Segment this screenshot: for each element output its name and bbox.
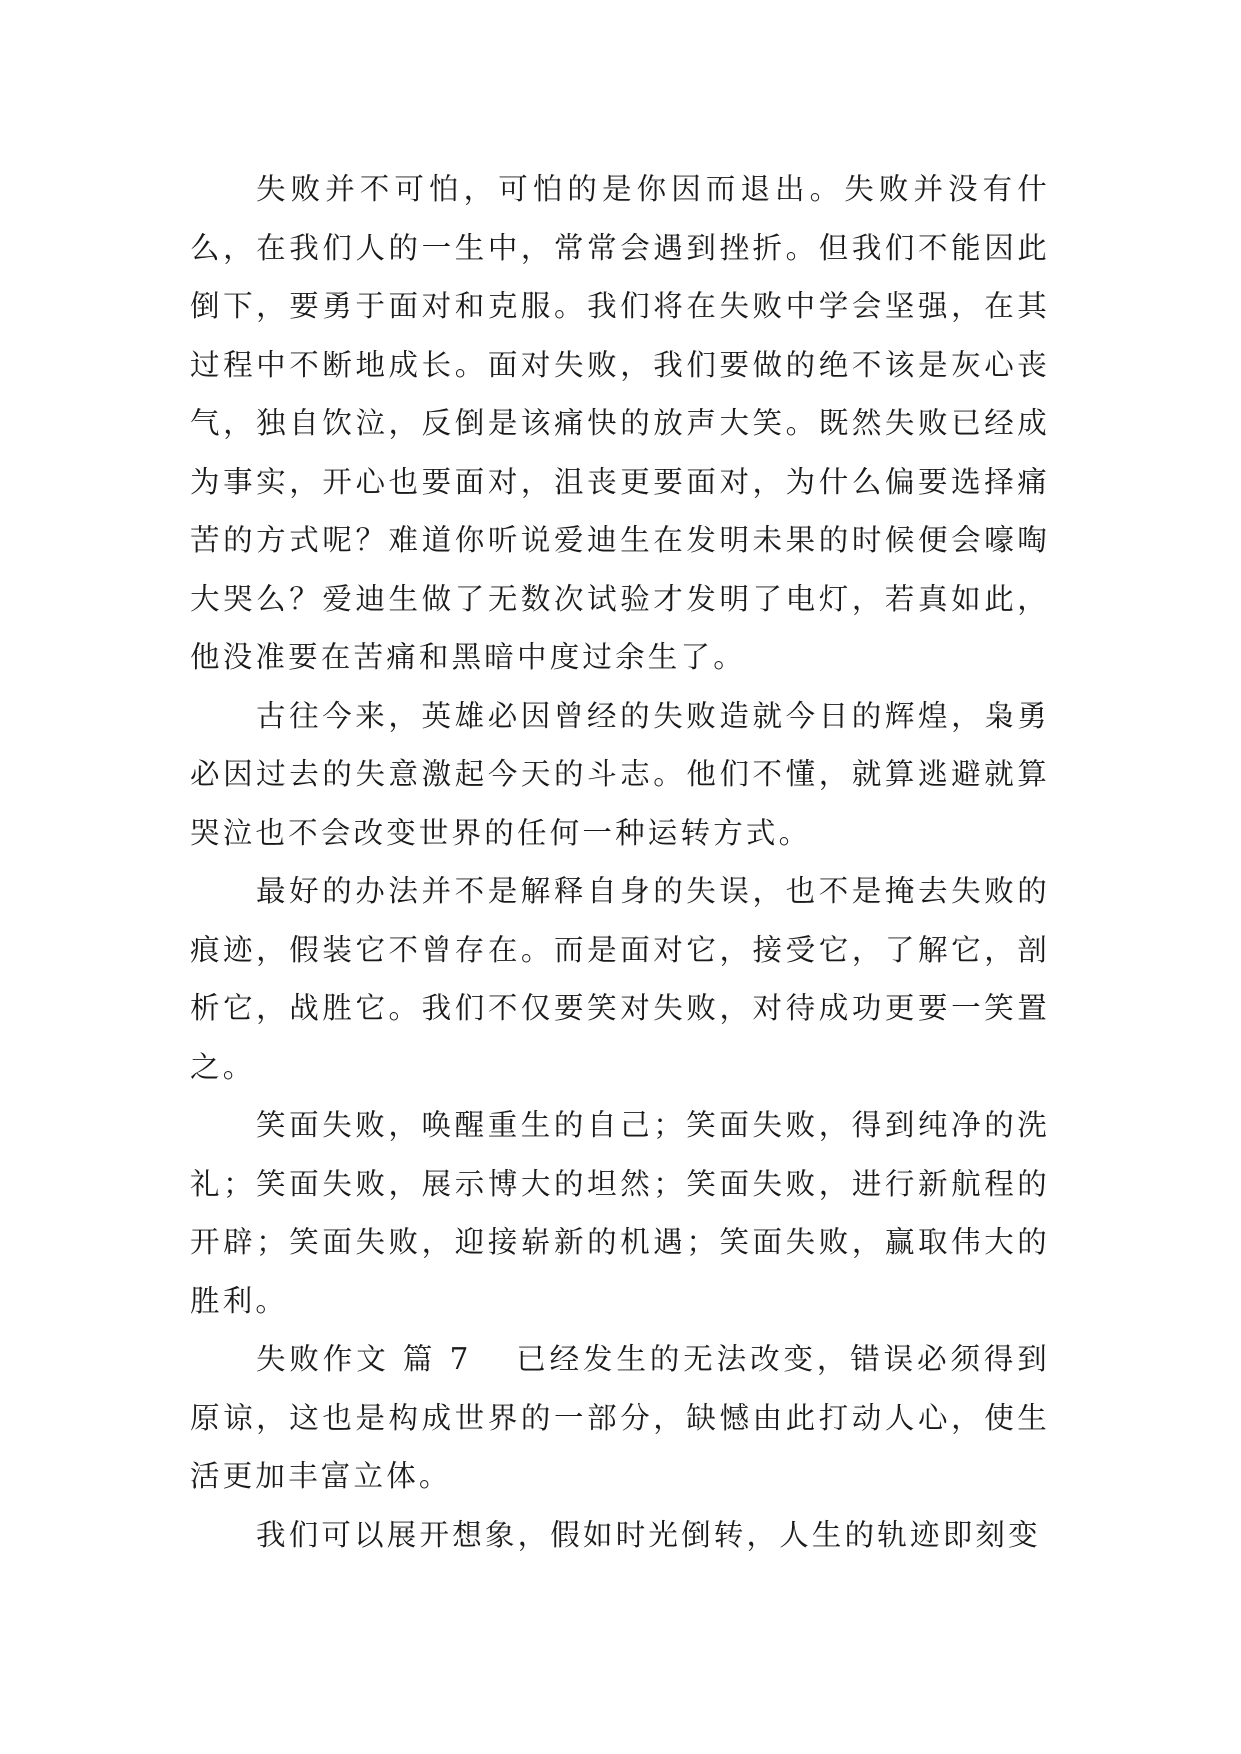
paragraph-smile-at-failure: 笑面失败，唤醒重生的自己；笑面失败，得到纯净的洗礼；笑面失败，展示博大的坦然；笑面失败，进行新航程的开辟；笑面失败，迎接崭新的机遇；笑面失败，赢取伟大的胜利。	[190, 1108, 1050, 1318]
section-heading: 失败作文 篇 7	[256, 1342, 472, 1376]
paragraph-best-method: 最好的办法并不是解释自身的失误，也不是掩去失败的痕迹，假装它不曾存在。而是面对它，接受它，了解它，剖析它，战胜它。我们不仅要笑对失败，对待成功更要一笑置之。	[190, 874, 1050, 1084]
section-paragraph	[190, 1330, 1050, 1506]
paragraph-heroes: 古往今来，英雄必因曾经的失败造就今日的辉煌，枭勇必因过去的失意激起今天的斗志。他们不懂，就算逃避就算哭泣也不会改变世界的任何一种运转方式。	[190, 698, 1050, 850]
paragraph-imagine: 我们可以展开想象，假如时光倒转，人生的轨迹即刻变	[256, 1517, 1041, 1552]
document-body	[190, 160, 1050, 1564]
section-text: 已经发生的无法改变，错误必须得到原谅，这也是构成世界的一部分，缺憾由此打动人心，使生活更加丰富立体。	[190, 1342, 1050, 1493]
paragraph-failure-not-scary: 失败并不可怕，可怕的是你因而退出。失败并没有什么，在我们人的一生中，常常会遇到挫折。但我们不能因此倒下，要勇于面对和克服。我们将在失败中学会坚强，在其过程中不断地成长。面对失败，我们要做的绝不该是灰心丧气，独自饮泣，反倒是该痛快的放声大笑。既然失败已经成为事实，开心也要面对，沮丧更要面对，为什么偏要选择痛苦的方式呢？难道你听说爱迪生在发明未果的时候便会嚎啕大哭么？爱迪生做了无数次试验才发明了电灯，若真如此，他没准要在苦痛和黑暗中度过余生了。	[190, 172, 1050, 674]
